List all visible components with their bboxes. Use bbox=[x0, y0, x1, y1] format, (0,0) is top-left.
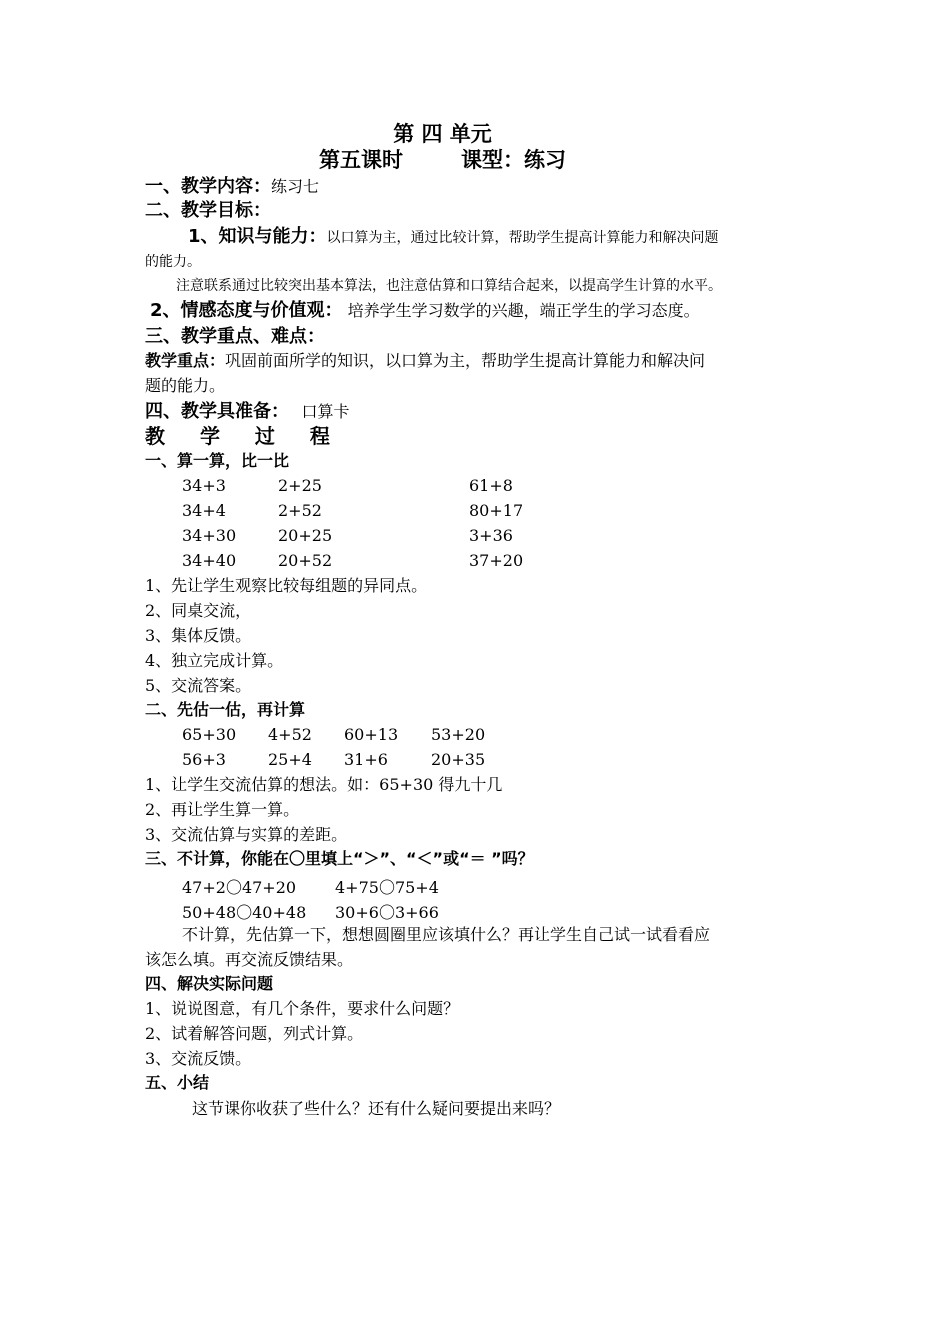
expr: 31+6 bbox=[344, 750, 388, 769]
part4-step: 3、交流反馈。 bbox=[145, 1049, 252, 1068]
keypoint-label: 教学重点： bbox=[145, 351, 226, 370]
goal-knowledge-label: 1、知识与能力： bbox=[188, 226, 327, 247]
expr: 20+52 bbox=[278, 551, 333, 570]
section-content bbox=[145, 176, 319, 198]
goal-knowledge-text: 以口算为主，通过比较计算，帮助学生提高计算能力和解决问题 bbox=[326, 230, 719, 246]
goal-knowledge-text-cont: 的能力。 bbox=[145, 254, 201, 270]
expr: 65+30 bbox=[182, 725, 237, 744]
expr: 2+52 bbox=[278, 501, 322, 520]
part2-step: 1、让学生交流估算的想法。如：65+30 得九十几 bbox=[145, 775, 503, 794]
section-content-label: 一、教学内容： bbox=[145, 176, 271, 197]
part2-heading: 二、先估一估，再计算 bbox=[145, 700, 306, 719]
expr: 34+3 bbox=[182, 476, 226, 495]
expr: 34+40 bbox=[182, 551, 237, 570]
expr: 30+6〇3+66 bbox=[335, 903, 439, 922]
section-materials-value: 口算卡 bbox=[301, 402, 350, 421]
part1-step: 5、交流答案。 bbox=[145, 676, 252, 695]
part1-step: 3、集体反馈。 bbox=[145, 626, 252, 645]
section-materials-label: 四、教学具准备： bbox=[145, 401, 289, 422]
expr: 50+48〇40+48 bbox=[182, 903, 307, 922]
keypoint-text-cont: 题的能力。 bbox=[145, 376, 226, 395]
part2-step: 3、交流估算与实算的差距。 bbox=[145, 825, 348, 844]
keypoint-line bbox=[145, 351, 705, 370]
expr: 60+13 bbox=[344, 725, 399, 744]
goal-attitude-text: 培养学生学习数学的兴趣，端正学生的学习态度。 bbox=[347, 301, 700, 320]
expr: 2+25 bbox=[278, 476, 322, 495]
part2-step: 2、再让学生算一算。 bbox=[145, 800, 300, 819]
expr: 20+35 bbox=[431, 750, 486, 769]
section-content-value: 练习七 bbox=[271, 177, 320, 196]
lesson-number: 第五课时 bbox=[319, 148, 403, 172]
part1-step: 4、独立完成计算。 bbox=[145, 651, 284, 670]
expr: 37+20 bbox=[469, 551, 524, 570]
part3-heading: 三、不计算，你能在〇里填上“＞”、“＜”或“＝ ”吗？ bbox=[145, 849, 534, 868]
goal-knowledge-note: 注意联系通过比较突出基本算法，也注意估算和口算结合起来，以提高学生计算的水平。 bbox=[176, 278, 722, 294]
keypoint-text: 巩固前面所学的知识，以口算为主，帮助学生提高计算能力和解决问 bbox=[225, 351, 706, 370]
expr: 80+17 bbox=[469, 501, 524, 520]
part5-heading: 五、小结 bbox=[145, 1073, 210, 1092]
goal-attitude-label: 2、情感态度与价值观： bbox=[150, 300, 343, 321]
part1-step: 2、同桌交流， bbox=[145, 601, 252, 620]
part5-text: 这节课你收获了些什么？还有什么疑问要提出来吗？ bbox=[192, 1099, 561, 1118]
expr: 47+2〇47+20 bbox=[182, 878, 297, 897]
part3-text: 不计算，先估算一下，想想圆圈里应该填什么？再让学生自己试一试看看应 bbox=[182, 925, 711, 944]
part4-heading: 四、解决实际问题 bbox=[145, 974, 274, 993]
process-heading: 教 学 过 程 bbox=[145, 424, 344, 448]
part4-step: 1、说说图意，有几个条件，要求什么问题？ bbox=[145, 999, 460, 1018]
lesson-title bbox=[0, 148, 885, 173]
part4-step: 2、试着解答问题，列式计算。 bbox=[145, 1024, 364, 1043]
unit-title: 第 四 单元 bbox=[393, 122, 492, 146]
section-keypoints-label: 三、教学重点、难点： bbox=[145, 326, 325, 347]
expr: 20+25 bbox=[278, 526, 333, 545]
expr: 61+8 bbox=[469, 476, 513, 495]
expr: 34+4 bbox=[182, 501, 226, 520]
goal-attitude bbox=[150, 300, 700, 322]
lesson-type: 课型：练习 bbox=[461, 148, 566, 172]
goal-knowledge bbox=[188, 226, 719, 248]
section-materials bbox=[145, 401, 350, 423]
expr: 4+52 bbox=[268, 725, 312, 744]
expr: 3+36 bbox=[469, 526, 513, 545]
section-goals-label: 二、教学目标： bbox=[145, 200, 271, 221]
expr: 25+4 bbox=[268, 750, 312, 769]
part1-heading: 一、算一算，比一比 bbox=[145, 451, 290, 470]
expr: 34+30 bbox=[182, 526, 237, 545]
part3-text-cont: 该怎么填。再交流反馈结果。 bbox=[145, 950, 354, 969]
expr: 53+20 bbox=[431, 725, 486, 744]
part1-step: 1、先让学生观察比较每组题的异同点。 bbox=[145, 576, 428, 595]
expr: 4+75〇75+4 bbox=[335, 878, 439, 897]
expr: 56+3 bbox=[182, 750, 226, 769]
